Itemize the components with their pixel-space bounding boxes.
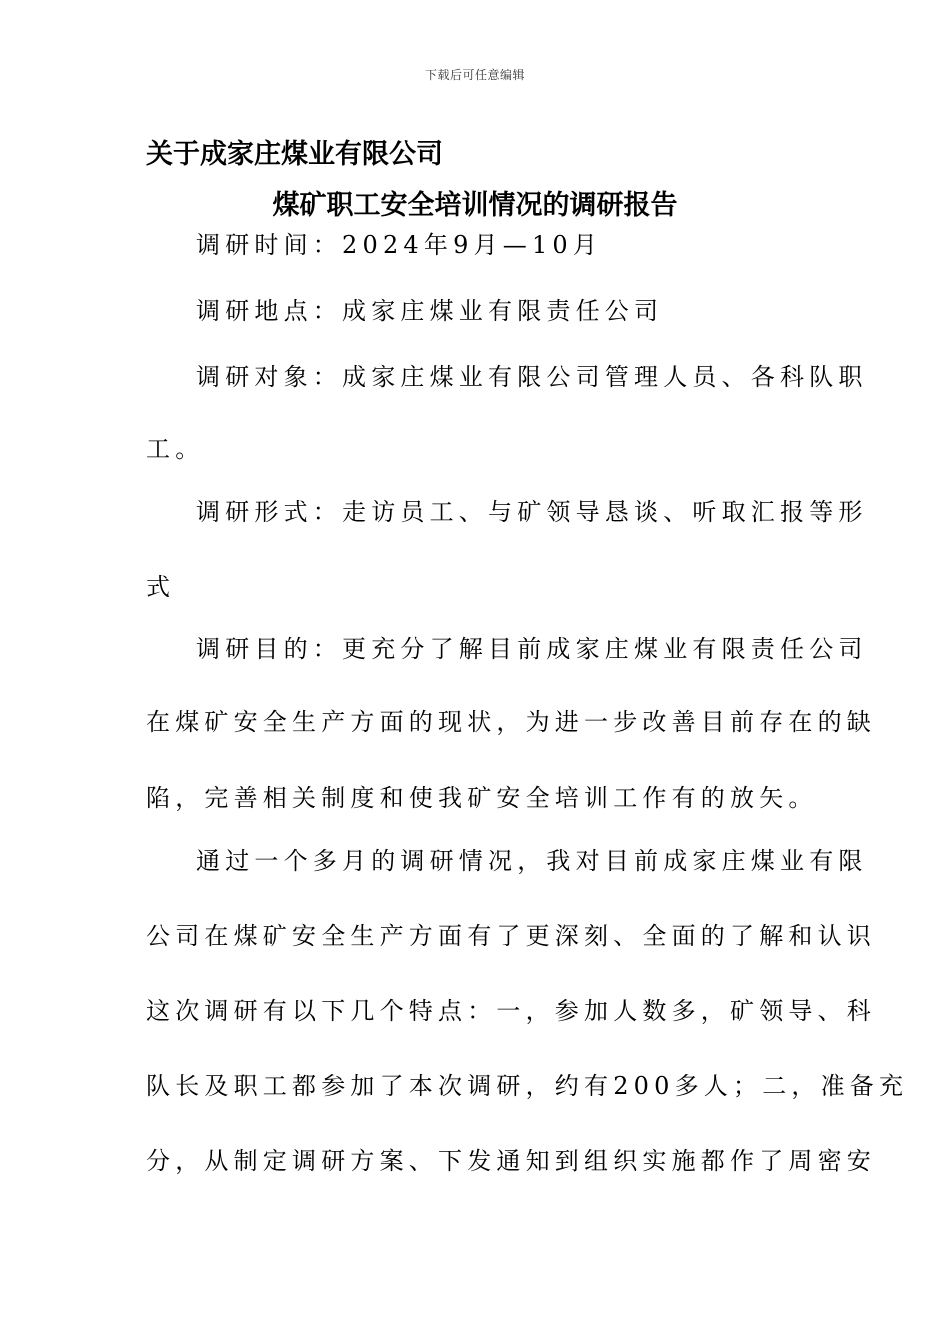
research-form-line: 调研形式：走访员工、与矿领导恳谈、听取汇报等形 — [196, 498, 868, 526]
research-time-line: 调研时间：2024年9月—10月 — [196, 231, 603, 259]
paragraph-line: 通过一个多月的调研情况，我对目前成家庄煤业有限 — [196, 847, 868, 875]
research-subject-line: 调研对象：成家庄煤业有限公司管理人员、各科队职 — [196, 363, 868, 391]
research-subject-continuation: 工。 — [146, 435, 205, 463]
research-location-line: 调研地点：成家庄煤业有限责任公司 — [196, 297, 664, 325]
research-form-continuation: 式 — [146, 573, 176, 601]
paragraph-line: 在煤矿安全生产方面的现状，为进一步改善目前存在的缺 — [146, 708, 876, 736]
paragraph-line: 这次调研有以下几个特点：一，参加人数多，矿领导、科 — [146, 997, 876, 1025]
paragraph-line: 分，从制定调研方案、下发通知到组织实施都作了周密安 — [146, 1147, 876, 1175]
header-note: 下载后可任意编辑 — [424, 68, 525, 82]
research-purpose-line: 调研目的：更充分了解目前成家庄煤业有限责任公司 — [196, 635, 868, 663]
document-title-line-1: 关于成家庄煤业有限公司 — [146, 139, 443, 170]
paragraph-line: 队长及职工都参加了本次调研，约有200多人；二，准备充 — [146, 1072, 909, 1100]
document-title-line-2: 煤矿职工安全培训情况的调研报告 — [272, 190, 678, 221]
paragraph-line: 陷，完善相关制度和使我矿安全培训工作有的放矢。 — [146, 784, 818, 812]
paragraph-line: 公司在煤矿安全生产方面有了更深刻、全面的了解和认识 — [146, 922, 876, 950]
